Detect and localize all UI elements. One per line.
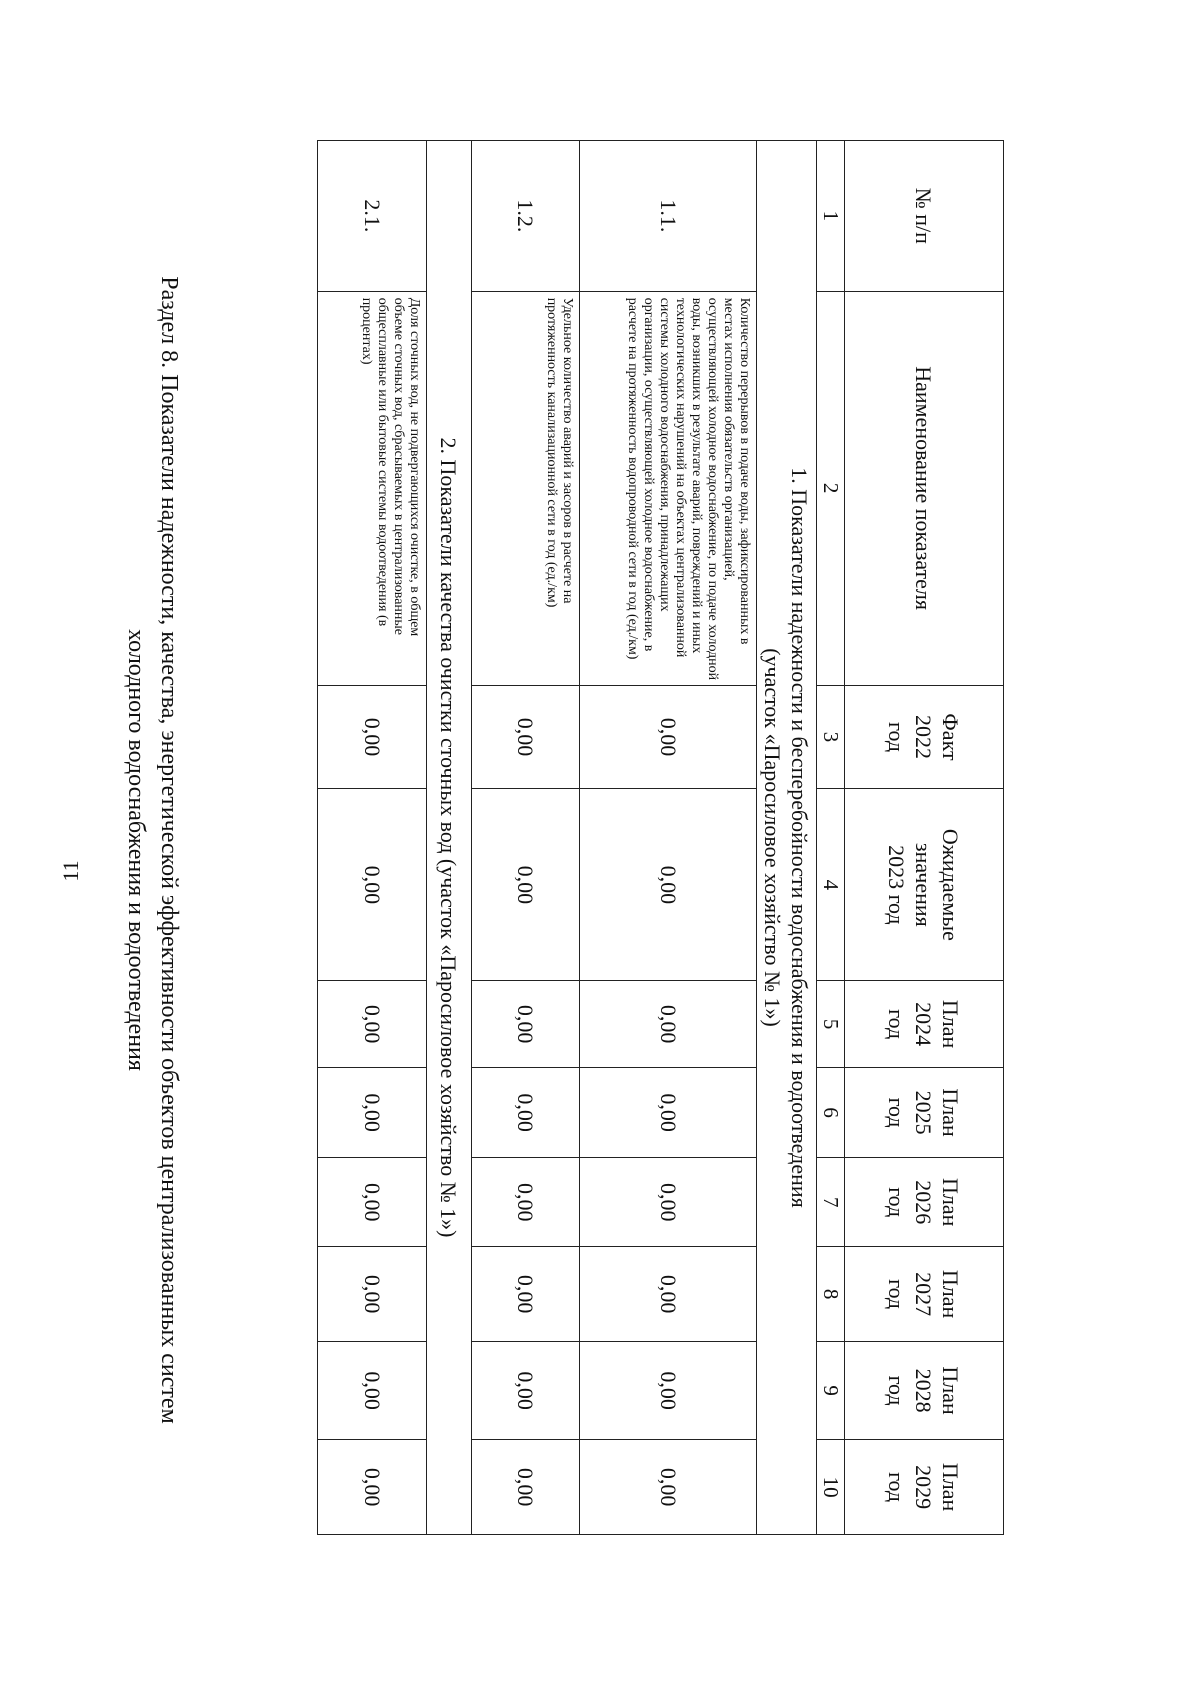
header-cell-name: Наименование показателя	[845, 291, 1004, 685]
value-cell: 0,00	[472, 1068, 580, 1158]
column-number: 4	[817, 789, 845, 981]
column-number: 7	[817, 1158, 845, 1247]
value-cell: 0,00	[580, 685, 757, 789]
header-cell-plan-2027: План 2027 год	[845, 1247, 1004, 1342]
section-1-title: 1. Показатели надежности и бесперебойности водоснабжения и водоотведения (участок «Паросиловое хозяйство № 1»)	[757, 141, 817, 1535]
row-number: 1.1.	[580, 141, 757, 292]
value-cell: 0,00	[580, 1158, 757, 1247]
row-number: 2.1.	[318, 141, 427, 292]
column-number: 5	[817, 981, 845, 1068]
column-number: 1	[817, 141, 845, 292]
header-cell-plan-2026: План 2026 год	[845, 1158, 1004, 1247]
value-cell: 0,00	[472, 685, 580, 789]
table-header-row	[845, 141, 1004, 1535]
value-cell: 0,00	[580, 789, 757, 981]
document-title	[119, 135, 185, 1565]
indicator-name: Количество перерывов в подаче воды, зафиксированных в местах исполнения обязательств организацией, осуществляющей холодное водоснабжение, по подаче холодной воды, возникших в результате аварий, повреждений и иных технологических нарушений на объектах централизованной системы холодного водоснабжения, принадлежащих организации, осуществляющей холодное водоснабжение, в расчете на протяженность водопроводной сети в год (ед./км)	[580, 291, 757, 685]
value-cell: 0,00	[318, 1158, 427, 1247]
header-cell-fact-2022: Факт 2022 год	[845, 685, 1004, 789]
section-header-row	[757, 141, 817, 1535]
header-cell-plan-2029: План 2029 год	[845, 1440, 1004, 1535]
header-cell-plan-2025: План 2025 год	[845, 1068, 1004, 1158]
value-cell: 0,00	[318, 1440, 427, 1535]
value-cell: 0,00	[318, 789, 427, 981]
value-cell: 0,00	[580, 981, 757, 1068]
page-number: 11	[58, 860, 83, 882]
value-cell: 0,00	[580, 1440, 757, 1535]
value-cell: 0,00	[580, 1247, 757, 1342]
table-row	[318, 141, 427, 1535]
value-cell: 0,00	[318, 981, 427, 1068]
value-cell: 0,00	[472, 1247, 580, 1342]
document-title-line-1: Раздел 8. Показатели надежности, качества, энергетической эффективности объектов централизованных систем	[156, 276, 182, 1424]
indicator-name: Удельное количество аварий и засоров в расчете на протяженность канализационной сети в год (ед./км)	[472, 291, 580, 685]
column-number: 10	[817, 1440, 845, 1535]
value-cell: 0,00	[580, 1068, 757, 1158]
value-cell: 0,00	[318, 1068, 427, 1158]
value-cell: 0,00	[472, 789, 580, 981]
column-number: 8	[817, 1247, 845, 1342]
document-title-line-2: холодного водоснабжения и водоотведения	[123, 629, 149, 1071]
value-cell: 0,00	[318, 685, 427, 789]
column-number: 9	[817, 1342, 845, 1440]
table-row	[472, 141, 580, 1535]
value-cell: 0,00	[318, 1342, 427, 1440]
value-cell: 0,00	[472, 981, 580, 1068]
indicators-table	[317, 140, 1004, 1535]
section-2-title: 2. Показатели качества очистки сточных вод (участок «Паросиловое хозяйство № 1»)	[427, 141, 472, 1535]
header-cell-expected-2023: Ожидаемые значения 2023 год	[845, 789, 1004, 981]
row-number: 1.2.	[472, 141, 580, 292]
indicator-name: Доля сточных вод, не подвергающихся очистке, в общем объеме сточных вод, сбрасываемых в централизованные общесплавные или бытовые системы водоотведения (в процентах)	[318, 291, 427, 685]
value-cell: 0,00	[472, 1440, 580, 1535]
value-cell: 0,00	[318, 1247, 427, 1342]
header-cell-plan-2024: План 2024 год	[845, 981, 1004, 1068]
header-cell-plan-2028: План 2028 год	[845, 1342, 1004, 1440]
value-cell: 0,00	[472, 1158, 580, 1247]
section-header-row	[427, 141, 472, 1535]
column-number: 3	[817, 685, 845, 789]
table-row	[580, 141, 757, 1535]
column-numbers-row	[817, 141, 845, 1535]
column-number: 6	[817, 1068, 845, 1158]
value-cell: 0,00	[472, 1342, 580, 1440]
value-cell: 0,00	[580, 1342, 757, 1440]
column-number: 2	[817, 291, 845, 685]
header-cell-number: № п/п	[845, 141, 1004, 292]
